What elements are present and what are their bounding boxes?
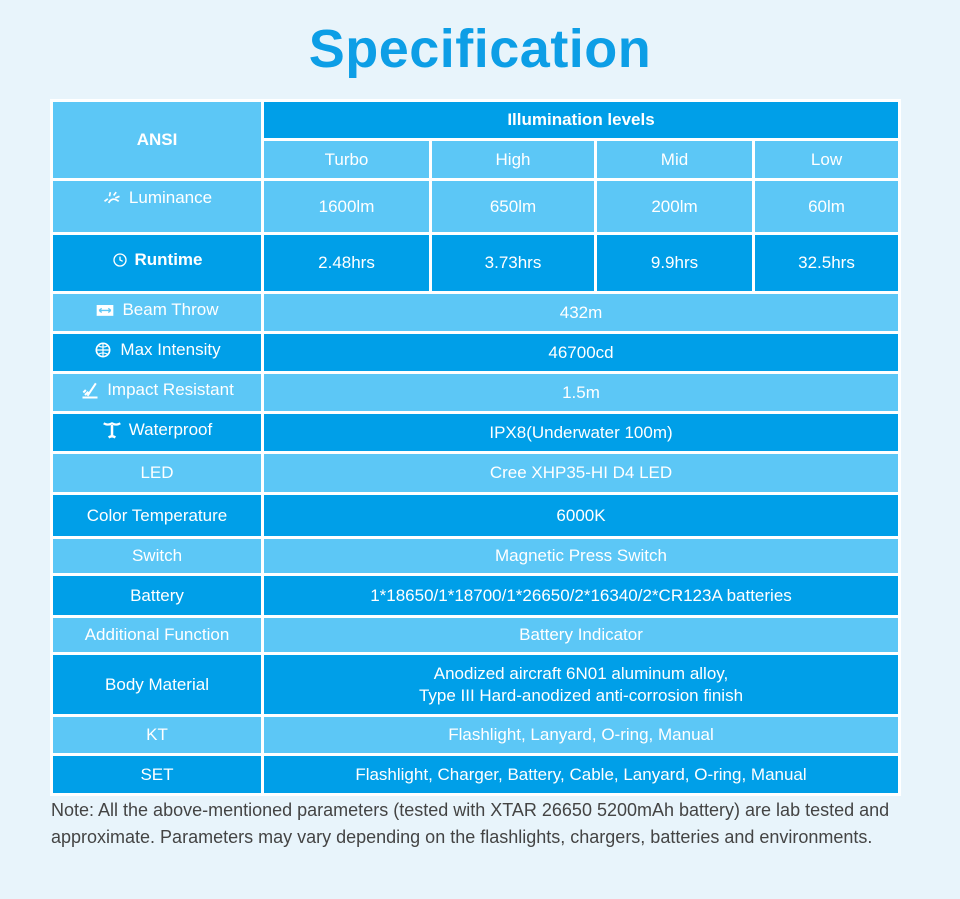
waterproof-label: Waterproof [128,420,213,439]
body-material-value [263,654,900,716]
set-value: Flashlight, Charger, Battery, Cable, Lanyard, O-ring, Manual [263,755,900,795]
impact-icon [80,380,100,400]
luminance-label-cell [52,180,263,234]
beam-throw-label-cell [52,293,263,333]
battery-row [52,575,900,617]
led-row [52,453,900,494]
runtime-row [52,234,900,293]
runtime-label: Runtime [134,249,203,269]
battery-label: Battery [52,575,263,617]
led-label: LED [52,453,263,494]
additional-function-value: Battery Indicator [263,617,900,654]
waterproof-label-cell [52,413,263,453]
body-material-row [52,654,900,716]
waterproof-value: IPX8(Underwater 100m) [263,413,900,453]
led-value: Cree XHP35-HI D4 LED [263,453,900,494]
set-label: SET [52,755,263,795]
intensity-icon [93,340,113,360]
runtime-high: 3.73hrs [431,234,596,293]
switch-row [52,538,900,575]
color-temperature-label: Color Temperature [52,494,263,538]
beam-throw-value: 432m [263,293,900,333]
additional-function-row [52,617,900,654]
switch-label: Switch [52,538,263,575]
impact-resistant-row [52,373,900,413]
kt-row [52,716,900,755]
runtime-low: 32.5hrs [754,234,900,293]
additional-function-label: Additional Function [52,617,263,654]
beam-throw-row [52,293,900,333]
body-material-line-2: Type III Hard-anodized anti-corrosion finish [418,685,744,705]
body-material-label: Body Material [52,654,263,716]
beam-throw-label: Beam Throw [122,300,219,319]
max-intensity-label-cell [52,333,263,373]
waterproof-icon [102,420,122,440]
spec-table [50,99,901,796]
beam-throw-icon [95,300,115,320]
luminance-icon [102,188,122,208]
runtime-turbo: 2.48hrs [263,234,431,293]
luminance-low: 60lm [754,180,900,234]
luminance-turbo: 1600lm [263,180,431,234]
mode-high: High [431,140,596,180]
max-intensity-row [52,333,900,373]
illumination-header: Illumination levels [263,101,900,140]
footnote: Note: All the above-mentioned parameters (tested with XTAR 26650 5200mAh battery) are lab tested and approximate. Parameters may vary depending on the flashlights, chargers, batteries and environments. [51,800,890,847]
runtime-label-cell [52,234,263,293]
luminance-mid: 200lm [596,180,754,234]
luminance-row [52,180,900,234]
color-temperature-value: 6000K [263,494,900,538]
header-row-1 [52,101,900,140]
luminance-label: Luminance [128,188,213,207]
mode-turbo: Turbo [263,140,431,180]
battery-value: 1*18650/1*18700/1*26650/2*16340/2*CR123A batteries [263,575,900,617]
impact-resistant-label-cell [52,373,263,413]
impact-resistant-value: 1.5m [263,373,900,413]
luminance-high: 650lm [431,180,596,234]
impact-resistant-label: Impact Resistant [107,380,234,399]
max-intensity-label: Max Intensity [120,340,221,359]
color-temperature-row [52,494,900,538]
page-title: Specification [308,19,652,79]
waterproof-row [52,413,900,453]
kt-label: KT [52,716,263,755]
runtime-mid: 9.9hrs [596,234,754,293]
clock-icon [112,252,128,268]
switch-value: Magnetic Press Switch [263,538,900,575]
mode-mid: Mid [596,140,754,180]
mode-low: Low [754,140,900,180]
kt-value: Flashlight, Lanyard, O-ring, Manual [263,716,900,755]
ansi-header: ANSI [52,101,263,180]
set-row [52,755,900,795]
max-intensity-value: 46700cd [263,333,900,373]
body-material-line-1: Anodized aircraft 6N01 aluminum alloy, [433,663,729,683]
